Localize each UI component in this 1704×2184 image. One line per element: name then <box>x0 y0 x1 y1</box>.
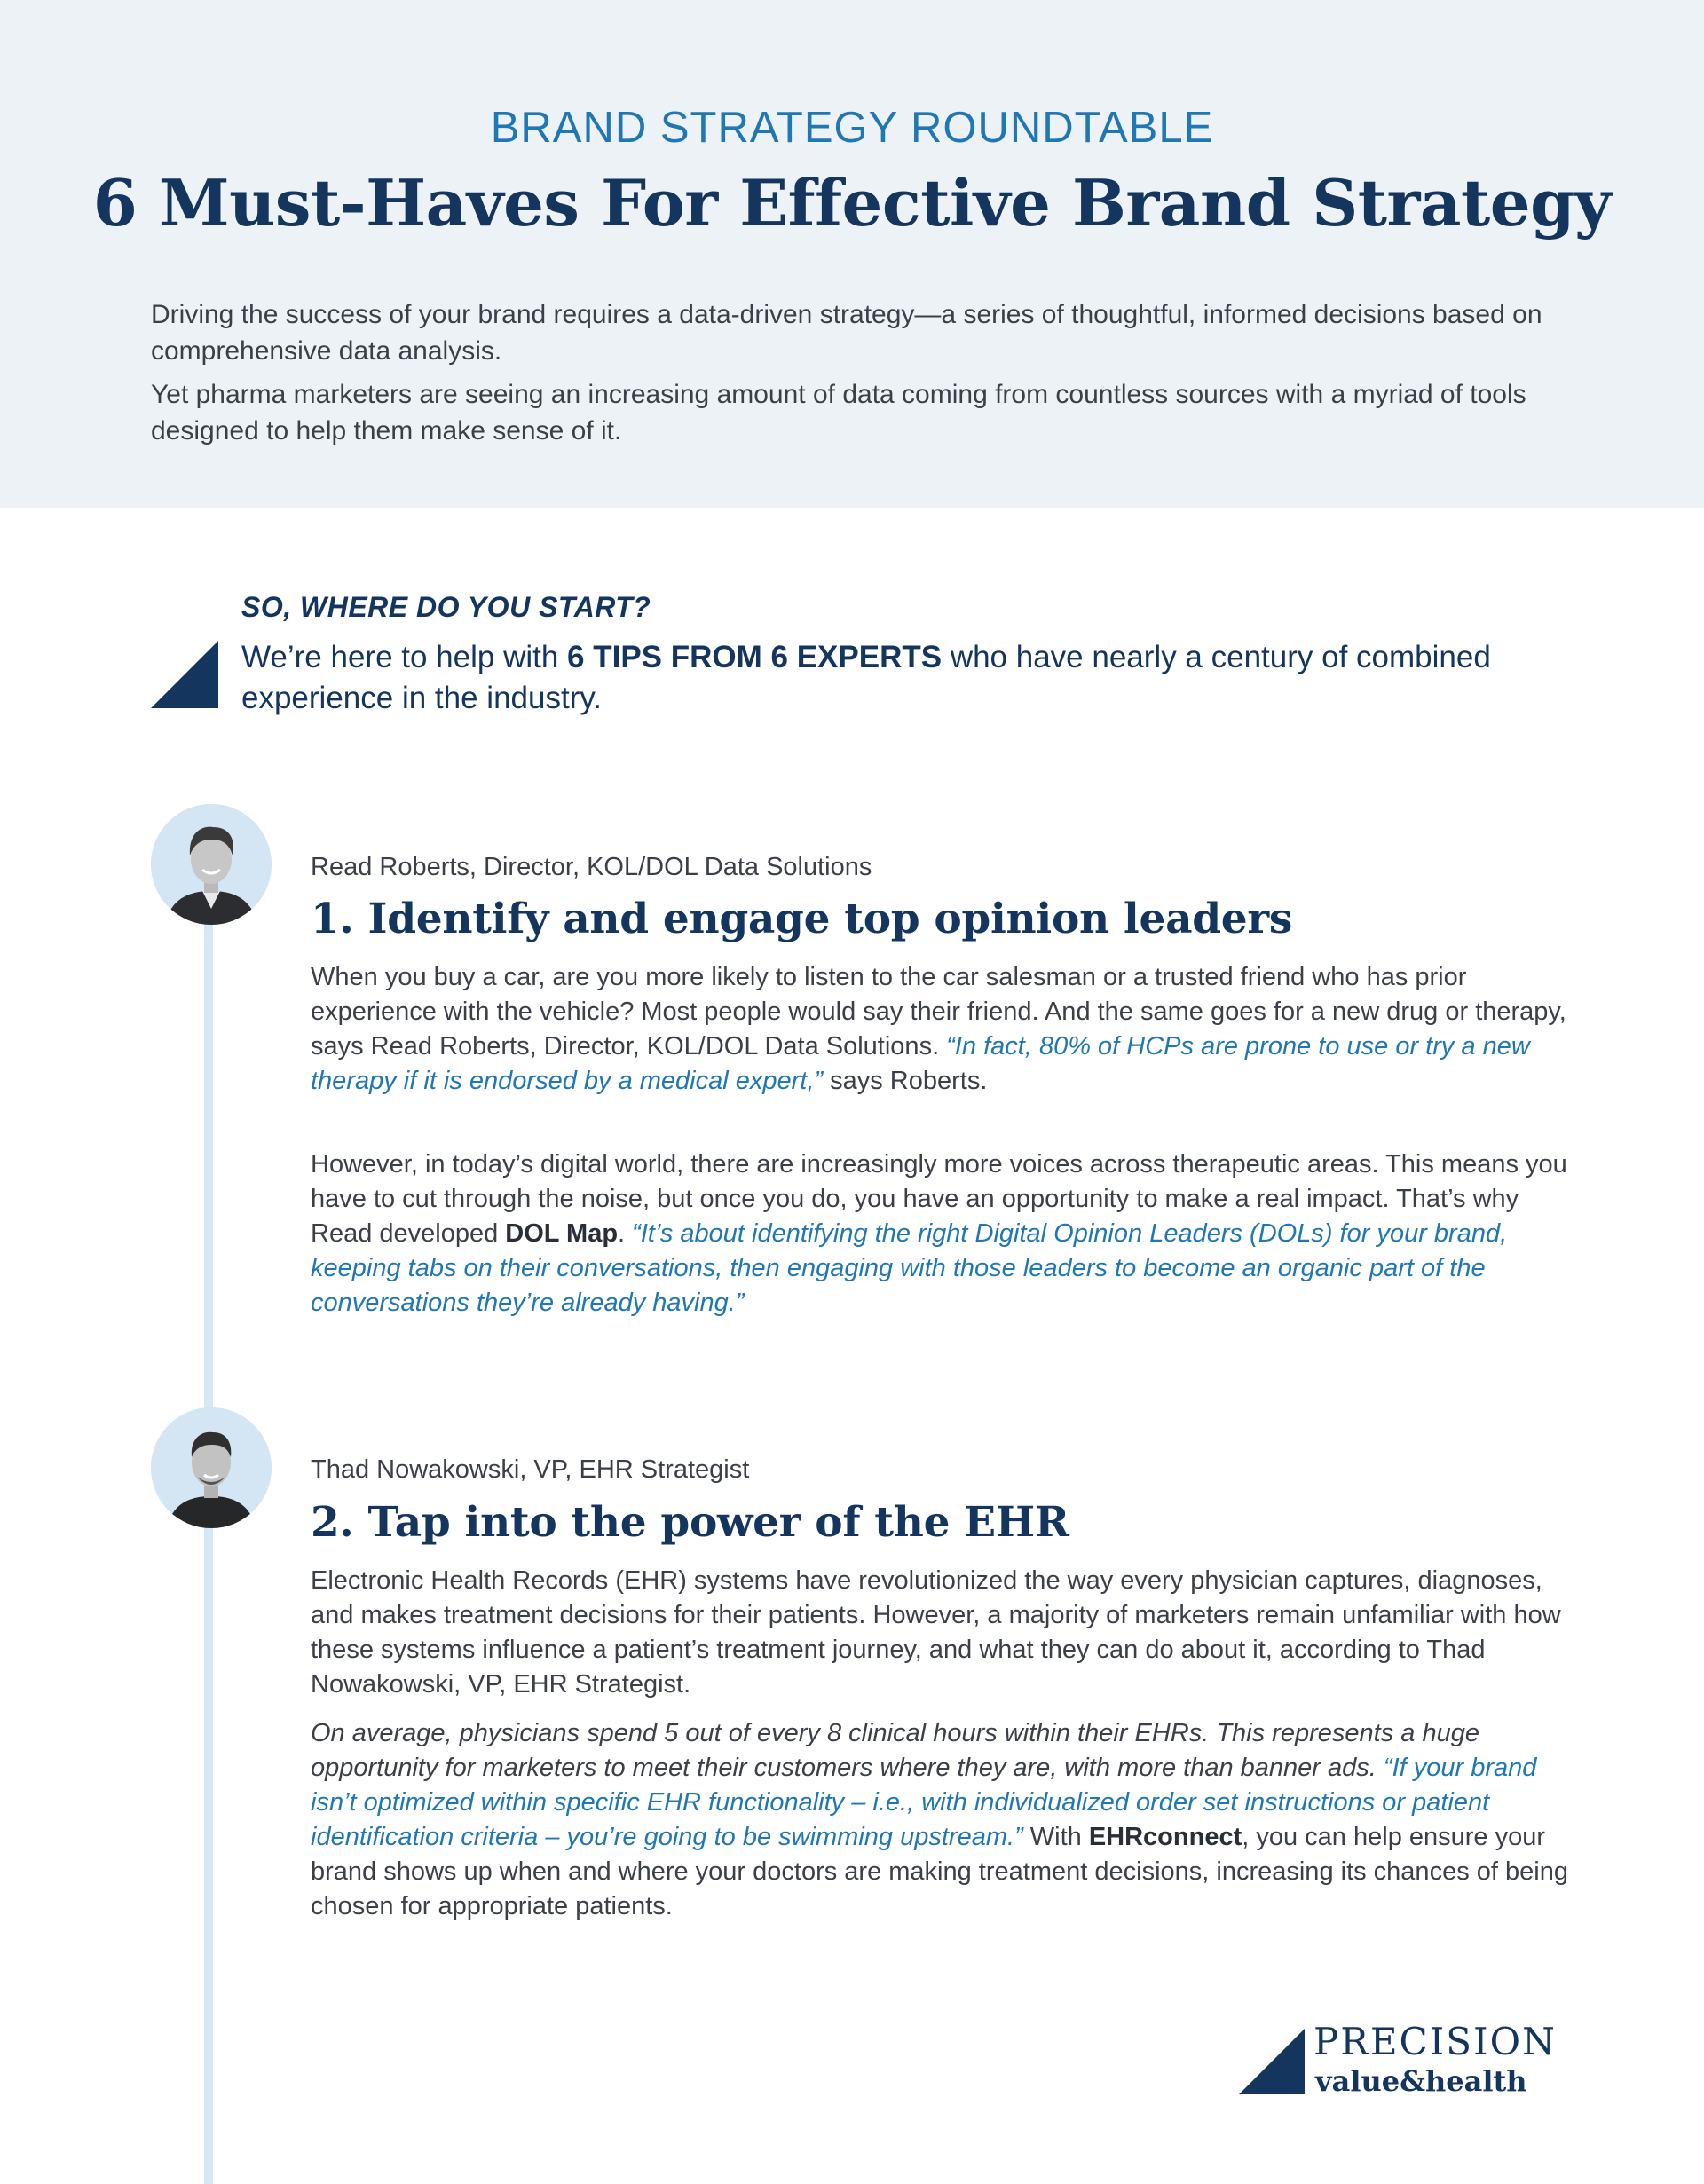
person-photo-icon <box>151 804 272 925</box>
tip-2-byline: Thad Nowakowski, VP, EHR Strategist <box>311 1455 750 1484</box>
tip-2-p2-text: With <box>1022 1823 1089 1851</box>
tip-1-p1-text: When you buy a car, are you more likely to listen to the car salesman or a trusted friend who has prior experience with the vehicle? Most people would say their friend. And the same goes for a new drug or therapy, says Read Roberts, Director, KOL/DOL Data Solutions. <box>311 963 1566 1060</box>
start-text <box>241 637 1555 719</box>
avatar-read-roberts <box>151 804 272 925</box>
tip-2-paragraph-1 <box>311 1564 1571 1702</box>
start-text-after: who have nearly a century of combined experience in the industry. <box>241 640 1491 715</box>
tip-1-paragraph-2 <box>311 1147 1571 1321</box>
precision-logo <box>1239 2020 1558 2100</box>
tip-2-p2-italic: On average, physicians spend 5 out of every 8 clinical hours within their EHRs. This represents a huge opportunity for marketers to meet their customers where they are, with more than banner ads. <box>311 1719 1479 1782</box>
logo-triangle-icon <box>1239 2029 1314 2094</box>
tip-1-paragraph-1 <box>311 960 1571 1099</box>
tip-1-title: 1. Identify and engage top opinion leaders <box>311 895 1293 943</box>
tip-2-paragraph-2 <box>311 1716 1571 1924</box>
start-text-bold: 6 TIPS FROM 6 EXPERTS <box>567 640 943 674</box>
tip-2-p2-after: , you can help ensure your brand shows up when and where your doctors are making treatment decisions, increasing its chances of being chosen for appropriate patients. <box>311 1823 1568 1920</box>
avatar-thad-nowakowski <box>151 1407 272 1528</box>
tip-1-p2-quote: “It’s about identifying the right Digital Opinion Leaders (DOLs) for your brand, keeping tabs on their conversations, then engaging with those leaders to become an organic part of the conversations they’re already having.” <box>311 1219 1508 1317</box>
start-text-before: We’re here to help with <box>241 640 568 674</box>
tip-2-p2-quote: “If your brand isn’t optimized within specific EHR functionality – i.e., with individualized order set instructions or patient identification criteria – you’re going to be swimming upstream.” <box>311 1754 1537 1851</box>
tip-2-p1-text: Electronic Health Records (EHR) systems have revolutionized the way every physician captures, diagnoses, and makes treatment decisions for their patients. However, a majority of marketers remain unfamiliar with how these systems influence a patient’s treatment journey, and what they can do about it, according to Thad Nowakowski, VP, EHR Strategist. <box>311 1566 1561 1699</box>
timeline-line <box>204 887 213 2184</box>
tip-2-title: 2. Tap into the power of the EHR <box>311 1498 1069 1547</box>
tip-1-p1-quote: “In fact, 80% of HCPs are prone to use or try a new therapy if it is endorsed by a medical expert,” <box>311 1032 1530 1095</box>
triangle-icon <box>151 641 218 708</box>
tip-1-p2-bold: DOL Map <box>505 1219 619 1248</box>
person-photo-icon <box>151 1407 272 1528</box>
logo-wordmark-bottom: value&health <box>1315 2064 1527 2098</box>
eyebrow-label: BRAND STRATEGY ROUNDTABLE <box>490 104 1214 152</box>
tip-2-p2-bold: EHRconnect <box>1088 1823 1242 1851</box>
tip-1-p2-text: However, in today’s digital world, there are increasingly more voices across therapeutic areas. This means you have to cut through the noise, but once you do, you have an opportunity to make a real impact. That’s why Read developed <box>311 1150 1567 1248</box>
tip-1-byline: Read Roberts, Director, KOL/DOL Data Solutions <box>311 853 872 881</box>
page-title: 6 Must-Haves For Effective Brand Strategy <box>92 165 1612 240</box>
tip-1-p1-after: says Roberts. <box>823 1067 988 1095</box>
tip-1-p2-period: . <box>618 1219 633 1248</box>
logo-wordmark-top: PRECISION <box>1314 2020 1557 2063</box>
start-question: SO, WHERE DO YOU START? <box>241 591 651 623</box>
intro-paragraph-2: Yet pharma marketers are seeing an increasing amount of data coming from countless sources with a myriad of tools designed to help them make sense of it. <box>151 380 1526 445</box>
intro-paragraph-1: Driving the success of your brand requires a data-driven strategy—a series of thoughtful, informed decisions based on comprehensive data analysis. <box>151 300 1542 366</box>
